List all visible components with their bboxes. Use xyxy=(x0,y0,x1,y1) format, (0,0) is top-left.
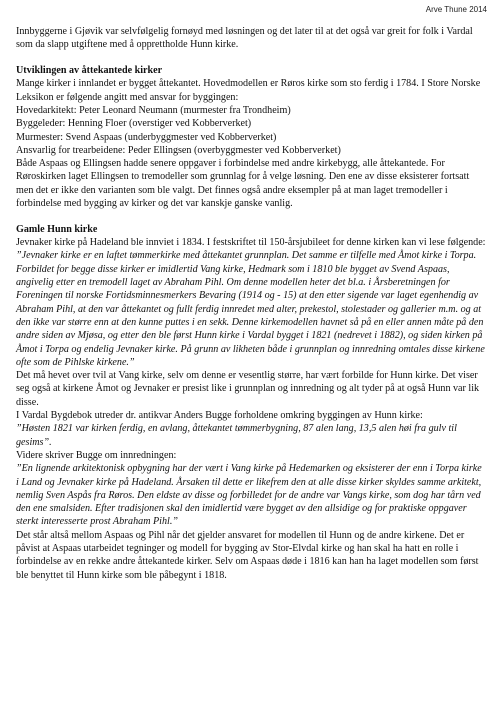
intro-paragraph: Innbyggerne i Gjøvik var selvfølgelig fornøyd med løsningen og det later til at det også var greit for folk i Vardal som da slapp utgiftene med å opprettholde Hunn kirke. xyxy=(16,26,473,51)
line-byggeleder: Byggeleder: Henning Floer (overstiger ved Kobberverket) xyxy=(16,118,252,130)
paragraph-jevnaker-kirke: Jevnaker kirke på Hadeland ble innviet i 1834. I festskriftet til 150-årsjubileet for denne kirken kan vi lese følgende: xyxy=(16,237,486,249)
paragraph-aspaas-ellingsen: Både Aspaas og Ellingsen hadde senere oppgaver i forbindelse med andre kirkebygg, alle åttekantede. For Røroskirken laget Ellingsen to tremodeller som grunnlag for å velge løsning. Den ene av disse eksisterer fortsatt men det er ikke den varianten som ble valgt. Det finnes også andre eksempler på at man laget tremodeller i forbindelse med bygging av kirker og det var kanskje ganske vanlig. xyxy=(16,158,470,210)
quote-bugge-hosten-1821: ”Høsten 1821 var kirken ferdig, en avlang, åttekantet tømmerbygning, 87 alen lang, 13,5 alen høi fra gulv til gesims”. xyxy=(16,423,457,448)
document-body xyxy=(16,25,486,582)
paragraph-bugge-innredningen: Videre skriver Bugge om innredningen: xyxy=(16,449,177,461)
section-heading-gamle-hunn-kirke: Gamle Hunn kirke xyxy=(16,223,98,235)
paragraph-aspaas-pihl: Det står altså mellom Aspaas og Pihl når det gjelder ansvaret for modellen til Hunn og de andre kirkene. Det er påvist at Aspaas utarbeidet tegninger og modell for bygging av Stor-Elvdal kirke og han skal ha hatt en rolle i forbindelse av en rekke andre åttekantede kirker. Selv om Aspaas døde i 1816 kan han ha laget modellen som først ble benyttet til Hunn kirke som ble påbegynt i 1818. xyxy=(16,529,479,581)
spacer xyxy=(16,210,486,223)
paragraph-vang-kirke: Det må hevet over tvil at Vang kirke, selv om denne er vesentlig større, har vært forbilde for Hunn kirke. Det viser seg også at kirkene Åmot og Jevnaker er presist like i grunnplan og innredning og alt tyder på at også Hunn var lik disse. xyxy=(16,370,480,408)
line-trearbeidene: Ansvarlig for trearbeidene: Peder Ellingsen (overbyggmester ved Kobberverket) xyxy=(16,144,341,156)
spacer xyxy=(16,52,486,65)
paragraph-attekantede-kirker: Mange kirker i innlandet er bygget åttekantet. Hovedmodellen er Røros kirke som sto ferdig i 1784. I Store Norske Leksikon er følgende angitt med ansvar for byggingen: xyxy=(16,78,481,103)
section-heading-utviklingen: Utviklingen av åttekantede kirker xyxy=(16,65,163,77)
line-hovedarkitekt: Hovedarkitekt: Peter Leonard Neumann (murmester fra Trondheim) xyxy=(16,104,291,116)
line-murmester: Murmester: Svend Aspaas (underbyggmester ved Kobberverket) xyxy=(16,131,277,143)
quote-bugge-arkitektonisk: ”En lignende arkitektonisk opbygning har der vært i Vang kirke på Hedemarken og eksisterer der enn i Torpa kirke i Land og Jevnaker kirke på Hadeland. Årsaken til dette er likefrem den at alle disse kirker skyldes samme arkitekt, nemlig Sven Aspås fra Røros. Den eldste av disse og forbilledet for de andre var Vangs kirke, som dog har tårn ved den ene smalsiden. Efter tradisjonen skal den imidlertid være bygget av den allsidige og for praktiske oppgaver sterkt interesserte prost Abraham Pihl.” xyxy=(16,463,482,528)
quote-festskrift: ”Jevnaker kirke er en laftet tømmerkirke med åttekantet grunnplan. Det samme er tilfelle med Åmot kirke i Torpa. Forbildet for begge disse kirker er imidlertid Vang kirke, Hedmark som i 1810 ble bygget av Svend Aspaas, angivelig etter en tremodell laget av Abraham Pihl. Om denne modellen heter det bl.a. i Årsberetningen for Foreningen til norske Fortidsminnesmerkers Bevaring (1914 og - 15) at den etter sigende var laget egenhendig av Abraham Pihl, at den var åttekantet og fullt ferdig innredet med alter, prekestol, stolestader og gallerier m.m. og at den ikke var større enn at den kunne puttes i en sekk. Denne kirkemodellen havnet så på en eller annen måte på den andre siden av Mjøsa, og etter den ble først Hunn kirke i Vardal bygget i 1821 (nedrevet i 1882), og siden kirken på Åmot i Torpa og endelig Jevnaker kirke. På grunn av likheten både i grunnplan og innredning omtales disse kirkene ofte som de Pihlske kirkene.” xyxy=(16,250,485,368)
header-author-year: Arve Thune 2014 xyxy=(425,5,487,14)
paragraph-vardal-bygdebok: I Vardal Bygdebok utreder dr. antikvar Anders Bugge forholdene omkring byggingen av Hunn kirke: xyxy=(16,410,423,422)
